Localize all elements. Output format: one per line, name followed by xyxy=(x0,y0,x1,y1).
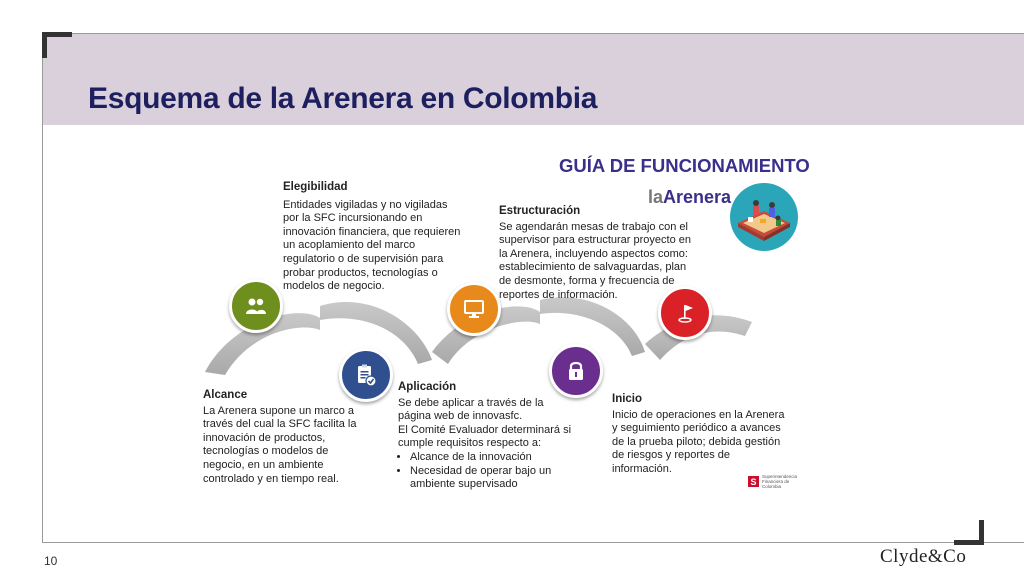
step-line: de la prueba piloto; debida gestión xyxy=(612,435,781,448)
step-line: información. xyxy=(612,462,672,475)
requirements-list xyxy=(398,451,598,492)
guide-title: GUÍA DE FUNCIONAMIENTO xyxy=(559,155,810,176)
sfc-mark-icon: S xyxy=(748,476,759,487)
step-line: La Arenera supone un marco a xyxy=(203,404,355,417)
step-line: Entidades vigiladas y no vigiladas xyxy=(283,198,448,211)
step-aplicacion xyxy=(398,381,598,492)
logo-part-arenera: Arenera xyxy=(663,187,732,207)
step-line: Se agendarán mesas de trabajo con el xyxy=(499,220,688,233)
step-estructuracion xyxy=(499,205,714,302)
step-line: innovación de productos, xyxy=(203,431,326,444)
step-line: probar productos, tecnologías o xyxy=(283,266,438,279)
step-line: tecnologías o modelos de xyxy=(203,445,329,458)
step-heading: Elegibilidad xyxy=(283,181,348,193)
step-line: negocio, en un ambiente xyxy=(203,458,324,471)
list-item: • Alcance de la innovación xyxy=(410,451,598,465)
step-line: supervisor para estructurar proyecto en xyxy=(499,234,691,247)
sfc-logo-text: Superintendencia Financiera de Colombia xyxy=(762,474,798,489)
step-line: por la SFC incursionando en xyxy=(283,212,423,225)
step-line: de desmonte, forma y frecuencia de xyxy=(499,274,675,287)
step-heading: Aplicación xyxy=(398,381,457,393)
step-heading: Inicio xyxy=(612,393,643,405)
step-line: través del cual la SFC facilita la xyxy=(203,418,357,431)
step-line: El Comité Evaluador determinará si xyxy=(398,423,572,436)
step-line: modelos de negocio. xyxy=(283,280,385,293)
users-icon xyxy=(229,279,283,333)
step-line: Se debe aplicar a través de la xyxy=(398,396,544,409)
step-line: establecimiento de salvaguardas, plan xyxy=(499,261,687,274)
slide-title: Esquema de la Arenera en Colombia xyxy=(88,82,598,115)
step-alcance xyxy=(203,389,383,486)
step-inicio xyxy=(612,393,812,477)
step-heading: Alcance xyxy=(203,389,248,401)
step-line: y seguimiento periódico a avances xyxy=(612,422,781,435)
step-line: reportes de información. xyxy=(499,288,618,301)
step-line: Inicio de operaciones en la Arenera xyxy=(612,408,785,421)
step-line: un acoplamiento del marco xyxy=(283,239,416,252)
step-line: controlado y en tiempo real. xyxy=(203,472,339,485)
step-line: innovación financiera, que requieren xyxy=(283,225,461,238)
logo-part-la: la xyxy=(648,187,664,207)
list-item: • Necesidad de operar bajo un ambiente supervisado xyxy=(410,465,560,492)
sfc-logo xyxy=(748,474,806,489)
brand-logo: Clyde&Co xyxy=(880,546,967,567)
step-heading: Estructuración xyxy=(499,205,581,217)
step-elegibilidad xyxy=(283,181,483,294)
step-line: regulatorio o de supervisión para xyxy=(283,252,444,265)
step-line: página web de innovasfc. xyxy=(398,410,523,423)
step-line: de riesgos y reportes de xyxy=(612,449,731,462)
page-number: 10 xyxy=(44,554,58,568)
step-line: cumple requisitos respecto a: xyxy=(398,437,542,450)
step-line: la Arenera, incluyendo aspectos como: xyxy=(499,247,688,260)
